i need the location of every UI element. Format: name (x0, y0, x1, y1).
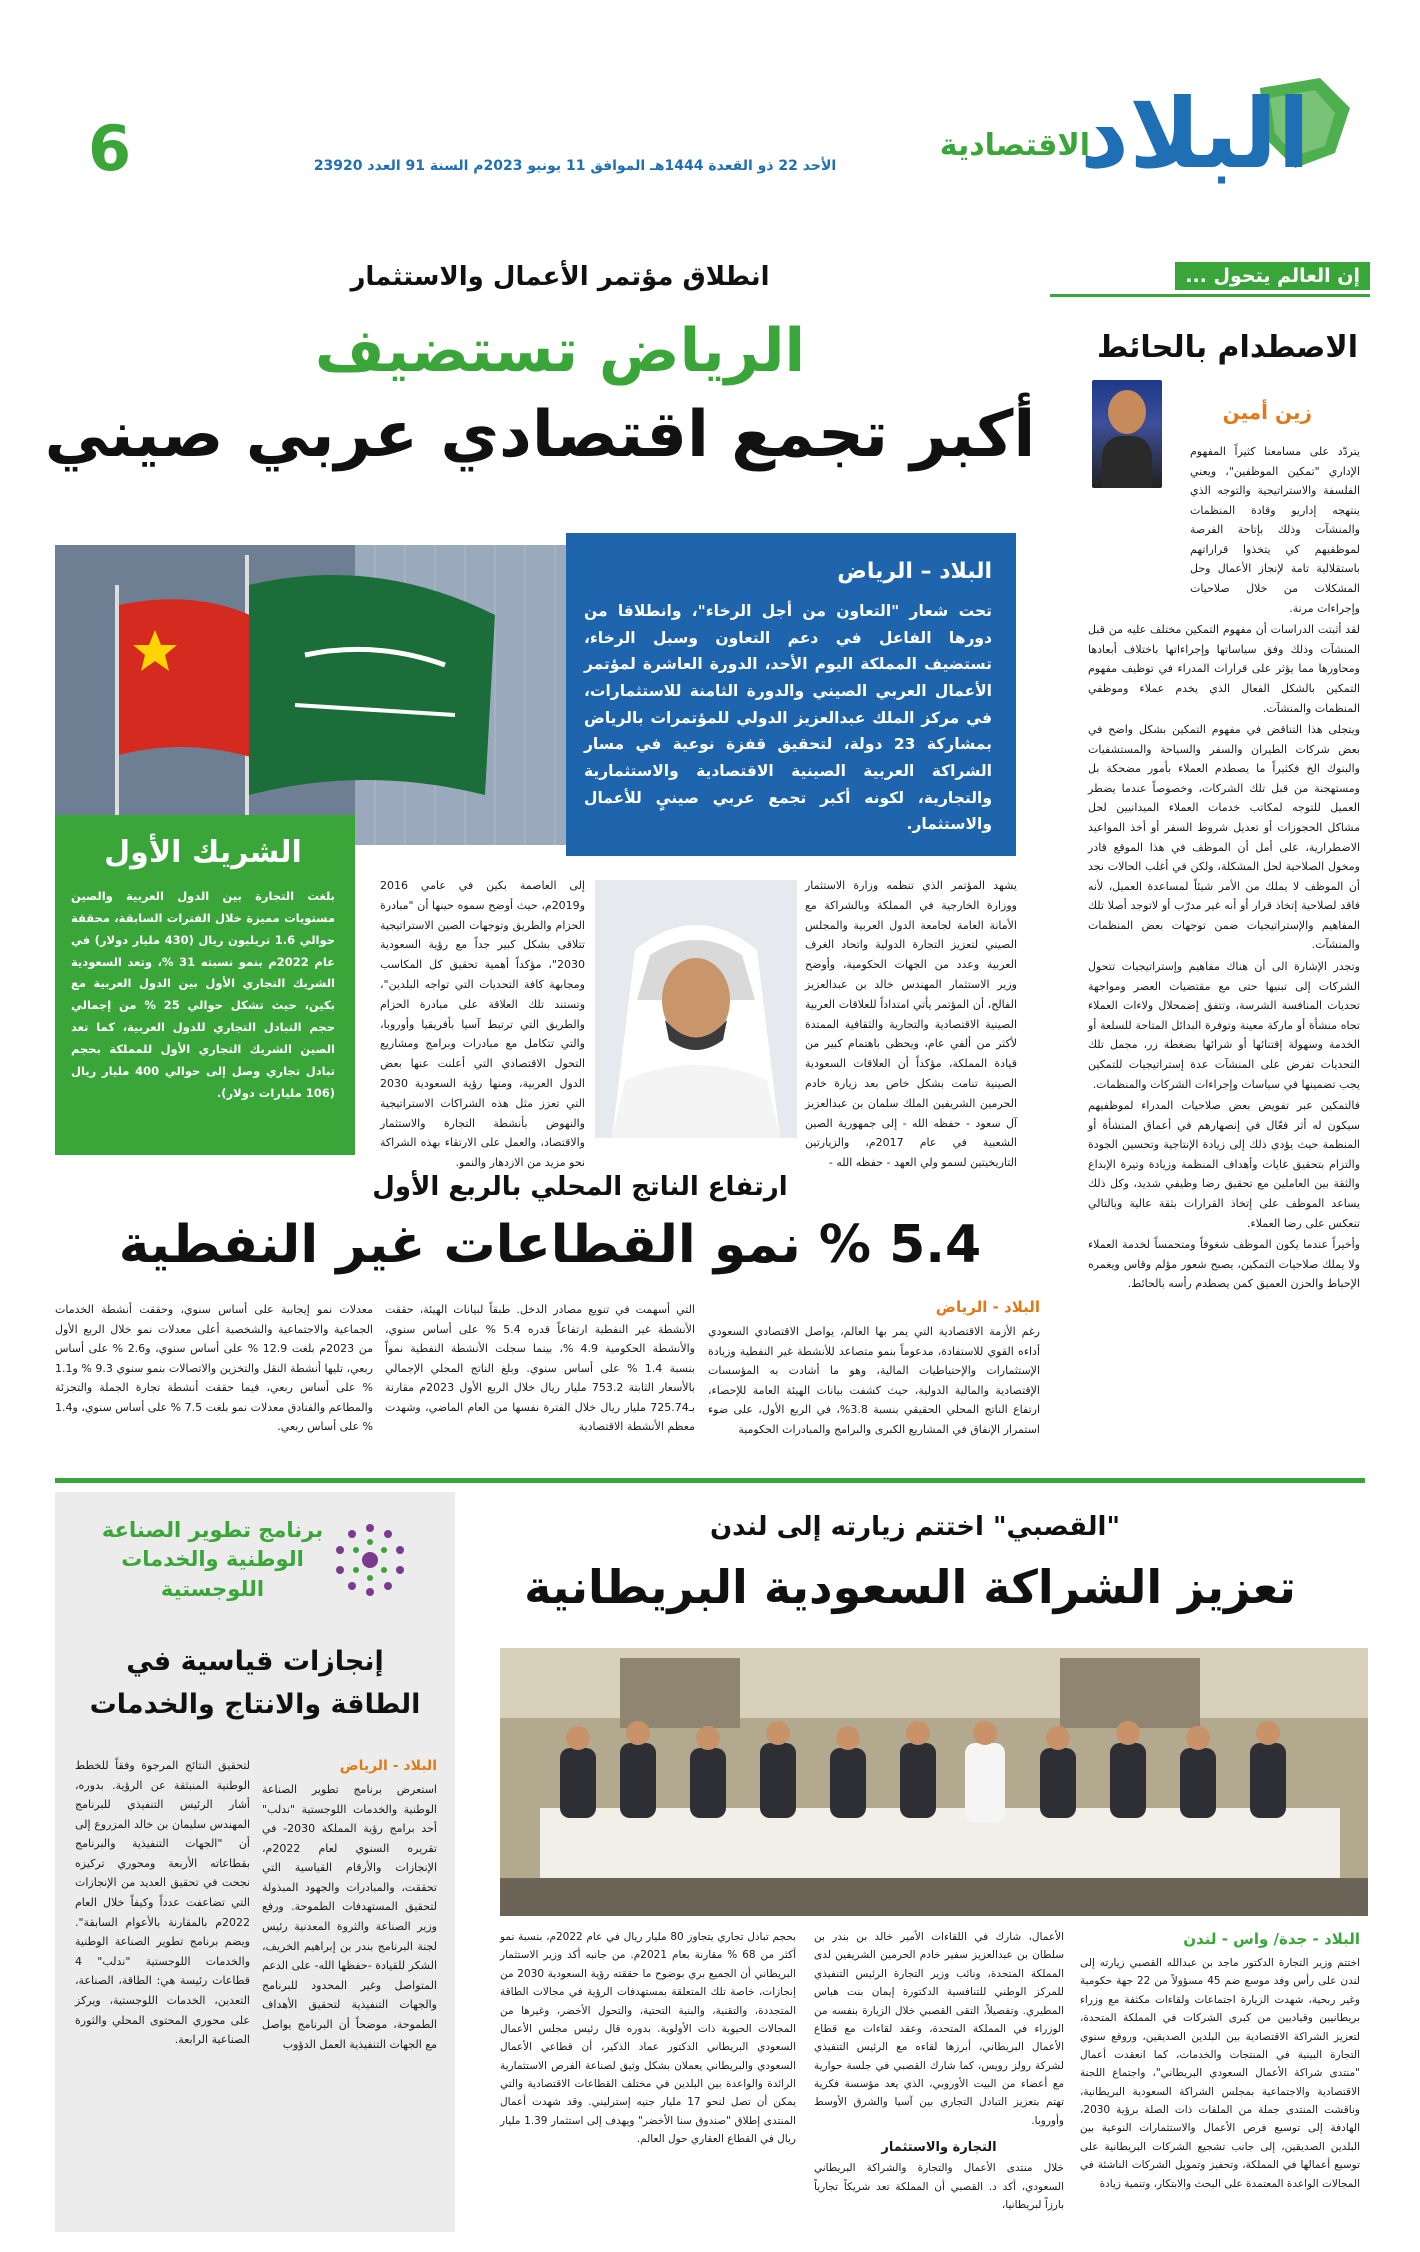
meeting-photo (500, 1648, 1368, 1916)
gdp-byline: البلاد - الرياض (935, 1298, 1040, 1316)
column-body (1088, 442, 1360, 1462)
column-paragraph: ويتجلى هذا التناقض في مفهوم التمكين بشكل واضح في بعض شركات الطيران والسفر والسياحة والمستشفيات والبنوك الخ فكثيراً ما يصطدم العملاء بأمور مضحكة بل ومستهجنة من قبل تلك الشركات، وخصوصاً عندما يضطر العميل للتوجه لمكاتب خدمات العملاء الميدانيين لحل مشاكل الحجوزات أو تعديل شروط السفر أو أخذ المواعيد الاضطرارية، على أمل أن الموظف في هذا الموقع قادر ومخول الصلاحية لحل المشكلة، ولكن في أغلب الحالات نجد أن الموظف لا يملك من الأمر شيئاً لمساعدة العميل، لأنه فاقد لصلاحية إتخاذ قرار أو أنه غير مدرّب أو لاتوجد أصلا تلك المفاهيم والإستراتيجيات ضمن توجهات بعض المنظمات والمنشآت. (1088, 723, 1360, 952)
ndlp-program-name-line-1: برنامج تطوير الصناعة (101, 1518, 324, 1542)
partner-box (55, 815, 355, 1155)
lead-intro-text: تحت شعار "التعاون من أجل الرخاء"، وانطلاقا من دورها الفاعل في دعم التعاون وسبل الرخاء، تستضيف المملكة اليوم الأحد، الدورة العاشرة لمؤتمر الأعمال العربي الصيني والدورة الثامنة للاستثمارات، في مركز الملك عبدالعزيز الدولي للمؤتمرات بالرياض بمشاركة 23 دولة، لتحقيق قفزة نوعية في مسار الشراكة العربية الصينية الاقتصادية والاستثمارية والتجارية، لكونه أكبر تجمع عربي صينيٍ للأعمال والاستثمار. (584, 602, 992, 834)
ndlp-program-name-line-3: اللوجستية (160, 1576, 265, 1601)
uk-kicker: "القصبي" اختتم زيارته إلى لندن (709, 1512, 1121, 1542)
gdp-column-1: رغم الأزمة الاقتصادية التي يمر بها العالم، يواصل الاقتصادي السعودي أداءه القوي للاستفادة، مدعوماً بنمو متصاعد للأنشطة غير النفطية وزيادة الإستثمارات والإحتياطيات المالية، وهو ما أشادت به المؤسسات الإقتصادية والمالية الدولية، حيث كشفت بيانات الهيئة العامة للإحصاء، ارتفاع الناتج المحلي الحقيقي بنسبة 3.8%، في الربع الأول، على ضوء استمرار الإنفاق في المشاريع الكبرى والبرامج والمبادرات الحكومية (708, 1325, 1040, 1436)
uk-column-2 (814, 1928, 1064, 2214)
flags-photo (55, 545, 580, 845)
uk-headline: تعزيز الشراكة السعودية البريطانية (524, 1560, 1296, 1614)
section-title: الاقتصادية (939, 128, 1090, 163)
lead-byline: البلاد – الرياض (837, 559, 992, 584)
column-kicker-text: إن العالم يتحول ... (1175, 262, 1370, 290)
ndlp-star-logo-icon (330, 1520, 410, 1600)
uk-column-3: بحجم تبادل تجاري يتجاوز 80 مليار ريال في عام 2022م، بنسبة نمو أكثر من 68 % مقارنة بعام 2021م. من جانبه أكد وزير الاستثمار البريطاني أن الجميع بري بوضوح ما حققته رؤية السعودية 2030 من إنجازات، خاصة تلك المتعلقة بمستهدفات الرؤية في مجالات الطاقة المتجددة، والتقنية، والبنية التحتية، والتحول الأخضر، وغيرها من المجالات الحيوية ذات الأولوية. بدوره قال رئيس مجلس الأعمال السعودي البريطاني الدكتور عماد الذكير، أن قطاعي الأعمال السعودي والبريطاني يعملان بشكل وثيق لصناعة الفرص الاستثمارية الرائدة والواعدة بين البلدين في مختلف القطاعات الاقتصادية والتي يمكن أن تصل لنحو 17 مليار جنيه إسترليني. وقد شهدت أعمال المنتدى إطلاق "صندوق سنا الأخضر" ويهدف إلى استثمار 1.39 مليار ريال في القطاع العقاري حول العالم. (500, 1931, 796, 2146)
page-number: 6 (88, 112, 132, 185)
ndlp-program-name-line-2: الوطنية والخدمات (121, 1547, 304, 1572)
uk-byline: البلاد - جدة/ واس - لندن (1183, 1930, 1360, 1948)
column-paragraph: فالتمكين عبر تفويض بعض صلاحيات المدراء لموظفيهم سيكون له أثر فعّال في إنصهارهم في أعماق المنشأة أو المنظمة حيث يؤدي ذلك إلى زيادة الإنتاجية وتحسين الجودة والتزام بتحقيق غايات وأهداف المنظمة وزيادة وتيرة الإبداع والثقة بين العاملين مع تحقيق رضا وظيفي شديد، وكل ذلك يساعد الموظف على إتخاذ القرارات بثقة عالية وبالتالي تنعكس على رضا العملاء. (1088, 1099, 1360, 1230)
ndlp-headline-line-2: الطاقة والانتاج والخدمات (89, 1689, 421, 1721)
uk-column-2b-text: خلال منتدى الأعمال والتجارة والشراكة البريطاني السعودي، أكد د. القصبي أن المملكة تعد شريكاً تجارياً بارزاً لبريطانيا، (814, 2162, 1064, 2211)
ndlp-column-2: لتحقيق النتائج المرجوة وفقاً للخطط الوطنية المنبثقة عن الرؤية. بدوره، أشار الرئيس التنفيذي للبرنامج المهندس سليمان بن خالد المزروع إلى أن "الجهات التنفيذية والبرنامج بقطاعاته الأربعة ومحوري تركيزه نجحت في تحقيق العديد من الإنجازات التي تضاعفت عدداً وكيفاً خلال العام 2022م بالمقارنة بالأعوام السابقة". ويضم برنامج تطوير الصناعة الوطنية والخدمات اللوجستية "ندلب" 4 قطاعات رئيسة هي: الطاقة، الصناعة، التعدين، الخدمات اللوجستية، ويركز على محوري المحتوى المحلي والثورة الصناعية الرابعة. (75, 1759, 250, 2047)
logo-text: البلاد (1079, 78, 1311, 190)
column-paragraph: يتردّد على مسامعنا كثيراً المفهوم الإداري "تمكين الموظفين"، ويعني الفلسفة والاستراتيجية والتوجه الذي ينتهجه إداريو وقادة المنظمات والمنشآت وذلك بإتاحة الفرصة لموظفيهم كي يتخذوا قراراتهم باستقلالية تامة لإنجاز الأعمال وحل المشكلات من خلال صلاحيات وإجراءات مرنة. (1190, 445, 1360, 615)
minister-photo (595, 880, 797, 1138)
column-paragraph: وتجدر الإشارة الى أن هناك مفاهيم وإستراتيجيات تتحول الشركات إلى تبنيها حتى مع مقتضيات العصر ومواجهة تحديات المنافسة الشرسة، وتتفق إضمحلال ولاءات العملاء تجاه منشأة أو ماركة معينة وتوفرة البدائل المتاحة للسلعة أو الخدمة وسهولة إقتنائها أو شرائها بضغطة زر، مجمل تلك التحديات تفرض على المنشآت عدة إستراتيجيات للتمكين يجب تضمينها في سياسات وإجراءات الشركات والمنظمات. (1088, 960, 1360, 1091)
ndlp-byline: البلاد - الرياض (339, 1758, 437, 1774)
flags-illustration (55, 545, 580, 845)
column-author: زين أمين (1222, 400, 1312, 424)
partner-box-title: الشريك الأول (104, 835, 302, 870)
lead-headline-2: أكبر تجمع اقتصادي عربي صيني (44, 398, 1036, 472)
column-title: الاصطدام بالحائط (1097, 330, 1358, 365)
lead-body-left: إلى العاصمة بكين في عامي 2016 و2019م، حيث أوضح سموه حينها أن "مبادرة الحزام والطريق وتوجهات الصين الاستراتيجية تتلاقى بشكل كبير جداً مع رؤية السعودية 2030"، مؤكداً أهمية تحقيق كل المكاسب ومجابهة كافة التحديات التي تواجه البلدين"، وتستند تلك العلاقة على مبادرة الحزام والطريق التي ترتبط آسيا بأفريقيا وأوروبا، والتي تتكامل مع مبادرات وبرامج ومشاريع التحول الاقتصادي التي أعلنت عنها بعض الدول العربية، ومنها رؤية السعودية 2030 التي تعزز مثل هذه الشراكات الاستراتيجية والنهوض بأنشطة التجارة والاستثمار والاقتصاد، والعمل على الارتقاء بهذه الشراكة نحو مزيد من الازدهار والنمو. (380, 879, 585, 1170)
dateline: الأحد 22 ذو القعدة 1444هـ الموافق 11 يونيو 2023م السنة 91 العدد 23920 (313, 158, 837, 174)
column-paragraph: وأخيراً عندما يكون الموظف شغوفاً ومتحمساً لخدمة العملاء ولا يملك صلاحيات التمكين، يصبح شعور مؤلم وقاس ويغمره الإحباط والحزن العميق كمن يصطدم رأسه بالحائط. (1088, 1238, 1360, 1291)
section-divider (55, 1478, 1365, 1483)
gdp-column-3: معدلات نمو إيجابية على أساس سنوي، وحققت أنشطة الخدمات الجماعية والاجتماعية والشخصية أعلى معدلات نمو خلال الربع الأول من 2023م بلغت 12.9 % على أساس سنوي، و2.6 % على أساس ربعي، تليها أنشطة النقل والتخزين والاتصالات بنمو سنوي 9.3 % و1.1 % على أساس ربعي، فيما حققت أنشطة تجارة الجملة والتجزئة والمطاعم والفنادق معدلات نمو بلغت 7.5 % على أساس سنوي، و1.4 % على أساس ربعي. (55, 1303, 373, 1434)
uk-column-2-text: الأعمال، شارك في اللقاءات الأمير خالد بن بندر بن سلطان بن عبدالعزيز سفير خادم الحرمين الشريفين لدى المملكة المتحدة، ونائب وزير التجارة الرئيس التنفيذي للمركز الوطني للتنافسية الدكتورة إيمان بنت هباس المطيري. وتفصيلاً، التقى القصبي خلال الزيارة بنفسه من الوزراء في المملكة المتحدة، وعقد لقاءات مع قطاع الأعمال البريطاني، أبرزها لقاءه مع الرئيس التنفيذي لشركة رولز رويس، كما شارك القصبي في جلسة حوارية مع أعضاء من البيت الأوروبي، الذي يعد مؤسسة فكرية تهتم بتعزيز التبادل التجاري بين آسيا والشرق الأوسط وأوروبا. (814, 1931, 1064, 2127)
ndlp-column-1: استعرض برنامج تطوير الصناعة الوطنية والخدمات اللوجستية "ندلب" أحد برامج رؤية المملكة 2030- في تقريره السنوي لعام 2022م، الإنجازات والأرقام القياسية التي تحققت، والمبادرات والجهود المبذولة لتحقيق المستهدفات الطموحة. ورفع وزير الصناعة والثروة المعدنية رئيس لجنة البرنامج بندر بن إبراهيم الخريف، الشكر للقيادة -حفظها الله- على الدعم المتواصل وغير المحدود للبرنامج والجهات التنفيذية لتحقيق الأهداف الطموحة، موضحاً أن البرنامج يواصل مع الجهات التنفيذية العمل الدؤوب (262, 1783, 437, 2051)
column-paragraph: لقد أثبتت الدراسات أن مفهوم التمكين مختلف عليه من قبل المنشآت وذلك وفق سياساتها وإجراءاتها باختلاف أبعادها ومحاورها مما يؤثر على قرارات المدراء في توظيف مفهوم التمكين بالشكل الفعال الذي يخدم عملاء وموظفي المنظمات والمنشآت. (1088, 623, 1360, 715)
gdp-column-2: التي أسهمت في تنويع مصادر الدخل. طبقاً لبيانات الهيئة، حققت الأنشطة غير النفطية ارتفاعاً قدره 5.4 % على أساس سنوي، والأنشطة الحكومية 4.9 %، بينما سجلت الأنشطة النفطية نمواً بنسبة 1.4 % على أساس سنوي. وبلغ الناتج المحلي الإجمالي بالأسعار الثابتة 753.2 مليار ريال خلال الربع الأول 2023م مقارنة بـ725.74 مليار ريال خلال الفترة نفسها من العام الماضي، وشهدت معظم الأنشطة الاقتصادية (385, 1303, 695, 1434)
ndlp-headline (70, 1640, 440, 1726)
lead-intro-box (566, 533, 1016, 856)
ndlp-logo (330, 1520, 410, 1600)
ndlp-headline-line-1: إنجازات قياسية في (126, 1646, 384, 1677)
lead-body-right: يشهد المؤتمر الذي تنظمه وزارة الاستثمار ووزارة الخارجية في المملكة وبالشراكة مع الأمانة العامة لجامعة الدول العربية والمجلس الصيني لتعزيز التجارة الدولية واتحاد الغرف العربية وعدد من الجهات الحكومية، وأوضح وزير الاستثمار المهندس خالد بن عبدالعزيز الفالح، أن المؤتمر يأتي امتداداً للعلاقات العربية الصينية الاقتصادية والتجارية والثقافية الممتدة لأكثر من ألفي عام، ويحظى باهتمام كبير من قيادة المملكة، مؤكداً أن العلاقات السعودية الصينية تنامت بشكل خاص بعد زيارة خادم الحرمين الشريفين الملك سلمان بن عبدالعزيز آل سعود - حفظه الله - إلى جمهورية الصين الشعبية في عام 2017م، والزيارتين التاريخيتين لسمو ولي العهد - حفظه الله - (805, 879, 1017, 1170)
lead-kicker: انطلاق مؤتمر الأعمال والاستثمار (350, 262, 770, 292)
gdp-headline: 5.4 % نمو القطاعات غير النفطية (118, 1215, 982, 1275)
column-kicker (1050, 262, 1370, 297)
uk-subhead: التجارة والاستثمار (881, 2140, 997, 2156)
ndlp-program-name (100, 1516, 325, 1604)
partner-box-text: بلغت التجارة بين الدول العربية والصين مستويات مميزة خلال الفترات السابقة، محققة حوالي 1.6 تريليون ريال (430 مليار دولار) في عام 2022م بنمو نسبته 31 %، وتعد السعودية الشريك التجاري الأول بين الدول العربية مع بكين، حيث تشكل حوالي 25 % من إجمالي حجم التبادل التجاري للدول العربية، كما تعد الصين الشريك التجاري الأول للمملكة بحجم تبادل تجاري وصل إلى حوالي 400 مليار ريال (106 مليارات دولار). (71, 889, 335, 1100)
lead-headline-1: الرياض تستضيف (314, 316, 806, 386)
uk-column-1: اختتم وزير التجارة الدكتور ماجد بن عبدالله القصبي زيارته إلى لندن على رأس وفد موسع ضم 45 مسؤولاً من 22 جهة حكومية وغير ربحية، شهدت الزيارة اجتماعات ولقاءات مكثفة مع وزراء بريطانيين وقياديين من كبرى الشركات في المملكة المتحدة، لتعزيز الشراكة الاقتصادية بين البلدين الصديقين، وروقع سنوي التجارة البينية في المنتجات والخدمات، كما انعقدت أعمال "منتدى شراكة الأعمال السعودي البريطاني"، واجتماع اللجنة الاقتصادية والاجتماعية بمجلس الشراكة السعودية البريطانية، وناقشت المنتدى جملة من الملفات ذات الصلة برؤية 2030، الهادفة إلى توسيع فرص الأعمال والاستثمارات النوعية بين البلدين الصديقين، إلى جانب تشجيع الشركات البريطانية على توسيع أعمالها في المملكة، وتحفيز وتمويل الشركات الناشئة في المجالات الواعدة المعتمدة على البحث والابتكار، وتنمية زيادة (1080, 1957, 1360, 2190)
minister-illustration (595, 880, 797, 1138)
meeting-illustration (500, 1648, 1368, 1916)
gdp-kicker: ارتفاع الناتج المحلي بالربع الأول (372, 1172, 788, 1202)
